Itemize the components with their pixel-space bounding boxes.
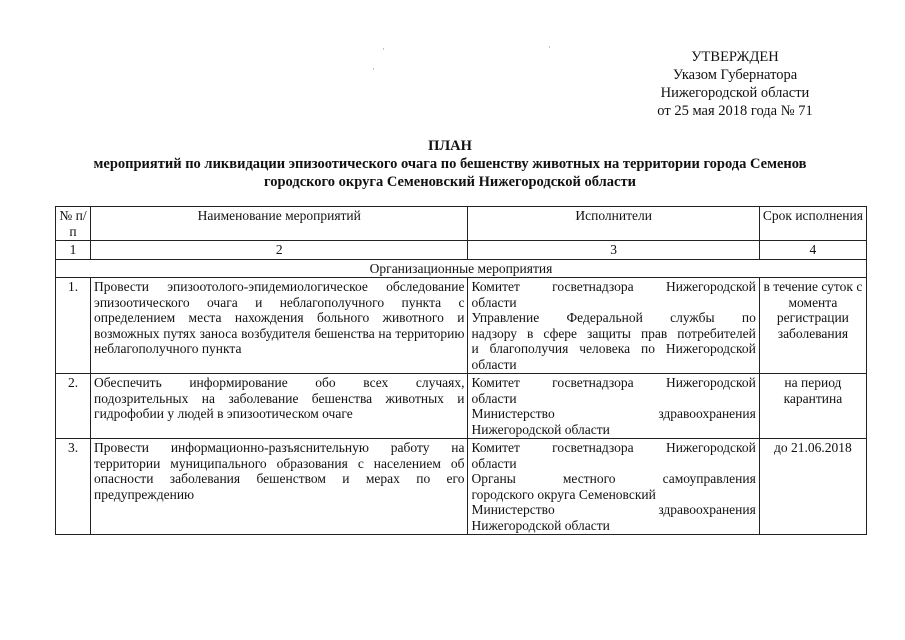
executor-line: городского округа Семеновский [471, 486, 656, 502]
row-number: 2. [56, 374, 91, 439]
header-term: Срок исполнения [759, 207, 866, 241]
column-index: 1 [56, 241, 91, 260]
header-name: Наименование мероприятий [91, 207, 468, 241]
header-exec: Исполнители [468, 207, 759, 241]
section-title: Организационные мероприятия [56, 259, 867, 278]
row-number: 1. [56, 278, 91, 374]
executor-line: надзору в сфере защиты прав потребителей [471, 325, 756, 341]
executor-line: и благополучия человека по Нижегородской [471, 341, 756, 356]
column-index: 4 [759, 241, 866, 260]
column-index-row [56, 241, 867, 260]
row-activity: Обеспечить информирование обо всех случаях, подозрительных на заболевание бешенства животных и гидрофобии у людей в эпизоотическом очаге [91, 374, 468, 439]
row-executors [468, 439, 759, 535]
document-title [60, 137, 840, 191]
scan-speck: · [372, 64, 375, 74]
table-row [56, 439, 867, 535]
executor-line: Комитет госветнадзора Нижегородской [471, 279, 756, 294]
row-executors [468, 374, 759, 439]
approval-line: Указом Губернатора [672, 67, 798, 83]
table-row [56, 278, 867, 374]
row-executors [468, 278, 759, 374]
section-row [56, 259, 867, 278]
executor-line: Нижегородской области [471, 517, 610, 533]
row-activity: Провести эпизоотолого-эпидемиологическое обследование эпизоотического очага и неблагополучного пункта с определением места нахождения больного животного и возможных путях заноса возбудителя бешенства на территорию неблагополучного пункта [91, 278, 468, 374]
executor-line: области [471, 356, 517, 372]
executor-line: Министерство здравоохранения [471, 502, 756, 517]
approval-line: УТВЕРЖДЕН [691, 49, 779, 65]
title-line: мероприятий по ликвидации эпизоотического очага по бешенству животных на территории города Семенов [93, 156, 807, 172]
executor-line: Комитет госветнадзора Нижегородской [471, 440, 756, 455]
scan-speck: · [548, 42, 551, 52]
approval-line: от 25 мая 2018 года № 71 [657, 103, 813, 119]
row-activity: Провести информационно-разъяснительную работу на территории муниципального образования с населением об опасности заболевания бешенством и мерах по его предупреждению [91, 439, 468, 535]
column-index: 2 [91, 241, 468, 260]
row-term: на период карантина [759, 374, 866, 439]
executor-line: Министерство здравоохранения [471, 406, 756, 421]
row-number: 3. [56, 439, 91, 535]
executor-line: области [471, 294, 517, 310]
approval-stamp [600, 48, 870, 120]
row-term: в течение суток с момента регистрации заболевания [759, 278, 866, 374]
executor-line: области [471, 455, 517, 471]
plan-table [55, 206, 867, 535]
executor-line: Органы местного самоуправления [471, 471, 756, 486]
executor-line: Комитет госветнадзора Нижегородской [471, 375, 756, 390]
title-line: городского округа Семеновский Нижегородской области [264, 174, 636, 190]
table-row [56, 374, 867, 439]
executor-line: области [471, 390, 517, 406]
approval-line: Нижегородской области [660, 85, 810, 101]
column-index: 3 [468, 241, 759, 260]
executor-line: Управление Федеральной службы по [471, 310, 756, 325]
executor-line: Нижегородской области [471, 421, 610, 437]
table-header-row [56, 207, 867, 241]
header-num: № п/п [56, 207, 91, 241]
title-head: ПЛАН [428, 138, 472, 154]
row-term: до 21.06.2018 [759, 439, 866, 535]
scan-speck: · [382, 44, 385, 54]
